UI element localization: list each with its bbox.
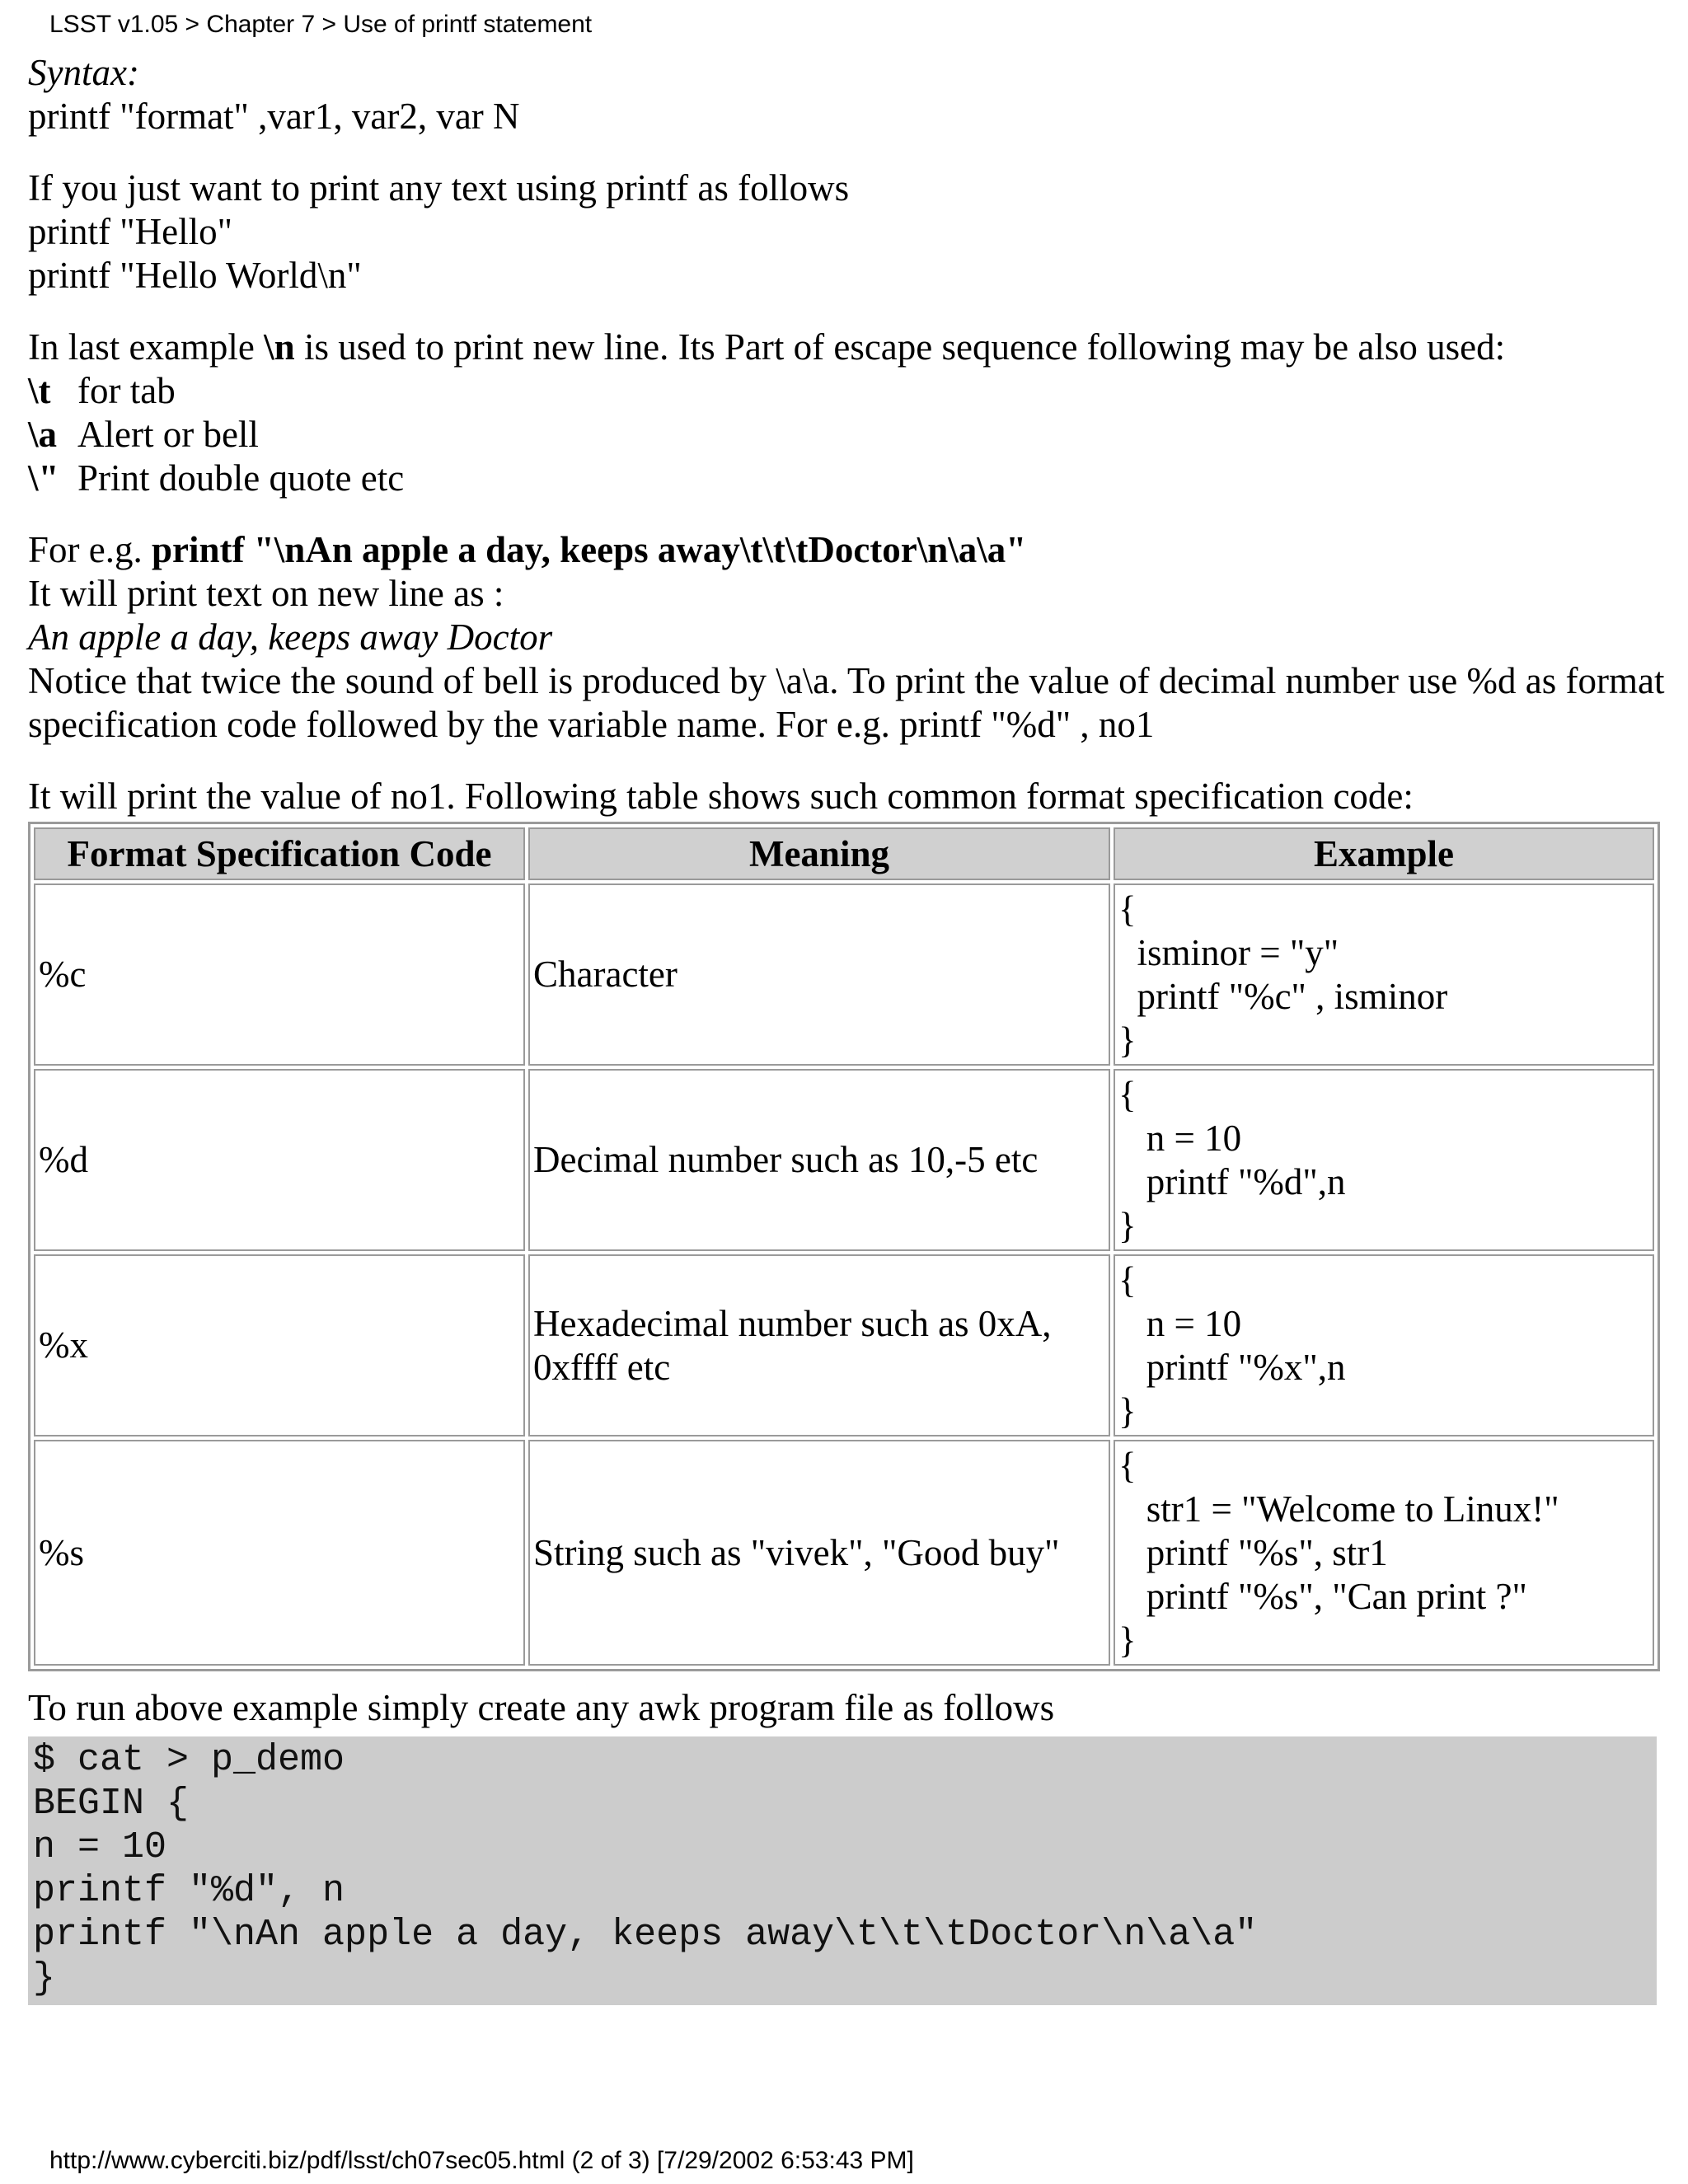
example-cell: { n = 10 printf "%d",n } xyxy=(1114,1069,1654,1251)
table-header-row xyxy=(34,827,1654,880)
example-cell: { n = 10 printf "%x",n } xyxy=(1114,1254,1654,1436)
escape-tab: \t for tab xyxy=(28,370,176,411)
column-header-example: Example xyxy=(1114,827,1654,880)
example-cell: { str1 = "Welcome to Linux!" printf "%s", str1 printf "%s", "Can print ?" } xyxy=(1114,1440,1654,1666)
example-line: For e.g. printf "\nAn apple a day, keeps away\t\t\tDoctor\n\a\a" xyxy=(28,529,1027,570)
format-code-cell: %x xyxy=(34,1254,525,1436)
syntax-line: printf "format" ,var1, var2, var N xyxy=(28,96,520,137)
awk-code-block: $ cat > p_demo BEGIN { n = 10 printf "%d", n printf "\nAn apple a day, keeps away\t\t\tDoctor\n\a\a" } xyxy=(28,1736,1657,2005)
document-body xyxy=(28,51,1668,2005)
page-header: LSST v1.05 > Chapter 7 > Use of printf statement xyxy=(49,11,593,38)
plain-example-2: printf "Hello World\n" xyxy=(28,255,362,296)
column-header-meaning: Meaning xyxy=(528,827,1110,880)
notice-paragraph: Notice that twice the sound of bell is produced by \a\a. To print the value of decimal number use %d as format specification code followed by the variable name. For e.g. printf "%d" , no1 xyxy=(28,660,1665,745)
format-code-cell: %d xyxy=(34,1069,525,1251)
meaning-cell: String such as "vivek", "Good buy" xyxy=(528,1440,1110,1666)
format-spec-table xyxy=(28,822,1660,1671)
syntax-label: Syntax: xyxy=(28,52,139,93)
example-cell: { isminor = "y" printf "%c" , isminor } xyxy=(1114,883,1654,1066)
format-code-cell: %c xyxy=(34,883,525,1066)
table-row xyxy=(34,1069,1654,1251)
escape-alert: \a Alert or bell xyxy=(28,414,259,455)
plain-example-1: printf "Hello" xyxy=(28,211,232,252)
meaning-cell: Hexadecimal number such as 0xA, 0xffff etc xyxy=(528,1254,1110,1436)
format-code-cell: %s xyxy=(34,1440,525,1666)
table-row xyxy=(34,1440,1654,1666)
plain-intro: If you just want to print any text using printf as follows xyxy=(28,167,850,209)
newline-explanation: In last example \n is used to print new line. Its Part of escape sequence following may be also used: xyxy=(28,326,1506,368)
table-intro: It will print the value of no1. Following table shows such common format specification code: xyxy=(28,776,1414,817)
example-result: An apple a day, keeps away Doctor xyxy=(28,616,553,658)
table-row xyxy=(34,883,1654,1066)
table-row xyxy=(34,1254,1654,1436)
example-result-intro: It will print text on new line as : xyxy=(28,573,504,614)
page-footer-url: http://www.cyberciti.biz/pdf/lsst/ch07sec05.html (2 of 3) [7/29/2002 6:53:43 PM] xyxy=(49,2147,914,2174)
escape-quote: \" Print double quote etc xyxy=(28,457,405,499)
column-header-code: Format Specification Code xyxy=(34,827,525,880)
run-intro: To run above example simply create any awk program file as follows xyxy=(28,1687,1055,1728)
meaning-cell: Decimal number such as 10,-5 etc xyxy=(528,1069,1110,1251)
meaning-cell: Character xyxy=(528,883,1110,1066)
